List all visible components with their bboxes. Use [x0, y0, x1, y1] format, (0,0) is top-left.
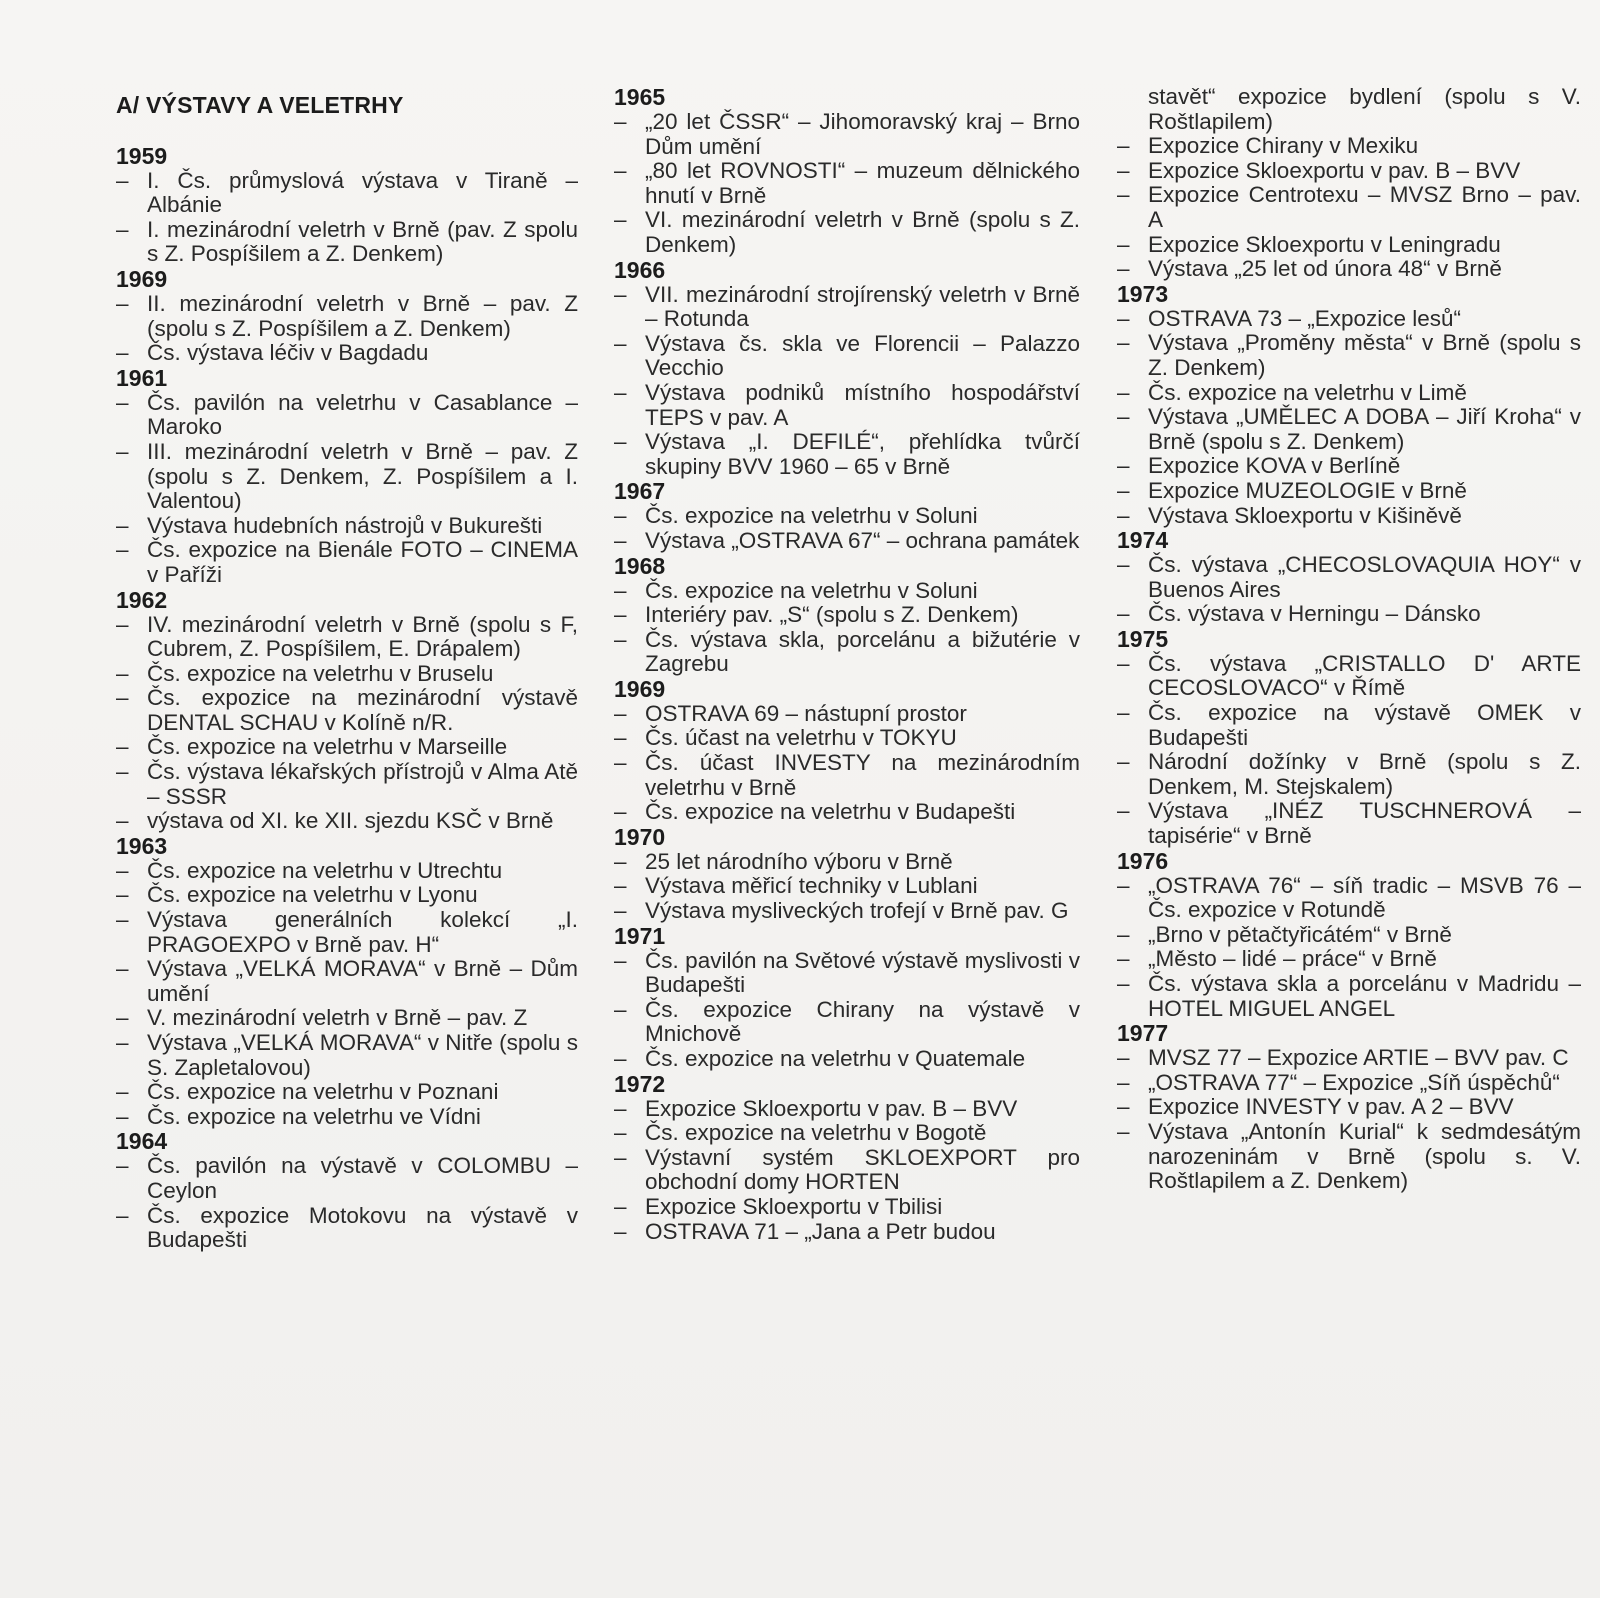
list-item-text: Výstava „INÉZ TUSCHNEROVÁ – tapisérie“ v Brně	[1148, 798, 1581, 849]
list-item	[116, 1006, 578, 1031]
dash-marker: –	[614, 898, 627, 924]
dash-marker: –	[614, 1120, 627, 1146]
list-item	[116, 883, 578, 908]
dash-marker: –	[1117, 231, 1130, 257]
list-item-text: Výstava Skloexportu v Kišiněvě	[1148, 502, 1462, 528]
list-item-text: VI. mezinárodní veletrh v Brně (spolu s Z. Denkem)	[645, 207, 1080, 257]
list-item	[1117, 454, 1581, 479]
year-heading: 1965	[614, 84, 666, 110]
list-item	[116, 613, 578, 662]
list-item	[116, 218, 578, 267]
list-item	[614, 110, 1080, 159]
list-item	[614, 381, 1080, 430]
list-item	[116, 1080, 578, 1105]
list-item-text: „Brno v pětačtyřicátém“ v Brně	[1148, 921, 1452, 947]
list-item	[614, 579, 1080, 604]
dash-marker: –	[1117, 157, 1130, 183]
year-block	[116, 588, 578, 834]
list-item-text: Čs. výstava skla a porcelánu v Madridu – HOTEL MIGUEL ANGEL	[1148, 971, 1581, 1021]
year-block	[614, 479, 1080, 553]
list-item-text: Expozice Chirany v Mexiku	[1148, 133, 1419, 159]
dash-marker: –	[116, 1153, 129, 1179]
list-item	[614, 726, 1080, 751]
dash-marker: –	[1117, 921, 1130, 947]
list-item	[116, 514, 578, 539]
year-block	[1117, 627, 1581, 849]
dash-marker: –	[116, 882, 129, 908]
list-item	[116, 1105, 578, 1130]
dash-marker: –	[1117, 946, 1130, 972]
dash-marker: –	[614, 873, 627, 899]
year-heading: 1973	[1117, 280, 1169, 307]
dash-marker: –	[614, 602, 627, 628]
list-item	[1117, 307, 1581, 332]
list-item	[1117, 972, 1581, 1021]
list-item-text: „20 let ČSSR“ – Jihomoravský kraj – Brno Dům umění	[645, 109, 1080, 159]
column-1	[116, 85, 578, 1253]
list-item-text: OSTRAVA 69 – nástupní prostor	[645, 700, 967, 726]
dash-marker: –	[1117, 1045, 1130, 1071]
list-item	[614, 998, 1080, 1047]
year-heading: 1974	[1117, 527, 1169, 554]
dash-marker: –	[614, 848, 627, 874]
dash-marker: –	[1117, 650, 1130, 676]
year-block	[614, 85, 1080, 258]
list-item	[1117, 134, 1581, 159]
dash-marker: –	[116, 907, 129, 933]
dash-marker: –	[614, 750, 627, 776]
list-item-text: Výstava podniků místního hospodářství TEPS v pav. A	[645, 379, 1080, 430]
year-heading: 1970	[614, 823, 666, 850]
list-item	[116, 1204, 578, 1253]
list-item-text: Čs. expozice Chirany na výstavě v Mnichově	[645, 996, 1080, 1047]
dash-marker: –	[116, 290, 129, 316]
dash-marker: –	[614, 1046, 627, 1071]
dash-marker: –	[614, 281, 627, 307]
list-item	[614, 1121, 1080, 1146]
list-item-text: Čs. pavilón na výstavě v COLOMBU – Ceylon	[147, 1153, 578, 1203]
list-item-text: OSTRAVA 71 – „Jana a Petr budou	[645, 1218, 996, 1244]
list-item	[614, 159, 1080, 208]
dash-marker: –	[116, 216, 129, 242]
column-3-lead-items	[1117, 134, 1581, 282]
list-item-text: V. mezinárodní veletrh v Brně – pav. Z	[147, 1005, 528, 1031]
column-2-blocks	[614, 85, 1080, 1244]
list-item-text: Čs. výstava „CRISTALLO D' ARTE CECOSLOVACO“ v Římě	[1148, 650, 1581, 701]
list-item	[614, 1097, 1080, 1122]
dash-marker: –	[116, 759, 129, 785]
dash-marker: –	[116, 611, 129, 637]
list-item-text: Čs. výstava v Herningu – Dánsko	[1148, 601, 1481, 627]
dash-marker: –	[614, 109, 627, 134]
list-item	[1117, 602, 1581, 627]
year-block	[614, 924, 1080, 1072]
list-item	[1117, 923, 1581, 948]
list-item	[614, 504, 1080, 529]
list-item	[614, 1146, 1080, 1195]
list-item	[614, 208, 1080, 257]
list-item	[116, 391, 578, 440]
dash-marker: –	[1117, 971, 1130, 996]
year-heading: 1969	[116, 265, 168, 292]
list-item-text: OSTRAVA 73 – „Expozice lesů“	[1148, 305, 1462, 331]
dash-marker: –	[1117, 182, 1130, 208]
list-item-text: I. Čs. průmyslová výstava v Tiraně – Albánie	[147, 167, 578, 218]
dash-marker: –	[614, 503, 627, 529]
list-item-text: Expozice KOVA v Berlíně	[1148, 453, 1401, 479]
list-item-text: Čs. výstava skla, porcelánu a bižutérie v Zagrebu	[645, 626, 1080, 677]
list-item-text: Expozice Skloexportu v Tbilisi	[645, 1193, 943, 1219]
list-item	[116, 735, 578, 760]
list-item	[1117, 1120, 1581, 1194]
list-item-text: Výstava „I. DEFILÉ“, přehlídka tvůrčí skupiny BVV 1960 – 65 v Brně	[645, 429, 1080, 479]
dash-marker: –	[614, 207, 627, 233]
list-item	[116, 1031, 578, 1080]
list-item-text: Expozice Skloexportu v pav. B – BVV	[1148, 157, 1521, 183]
list-item-text: Výstava „Proměny města“ v Brně (spolu s Z. Denkem)	[1148, 330, 1581, 380]
dash-marker: –	[1117, 133, 1130, 159]
dash-marker: –	[1117, 601, 1130, 627]
list-item-text: Čs. expozice na veletrhu v Bogotě	[645, 1120, 987, 1146]
list-item-text: I. mezinárodní veletrh v Brně (pav. Z spolu s Z. Pospíšilem a Z. Denkem)	[147, 216, 578, 267]
list-item-text: Čs. účast INVESTY na mezinárodním veletrhu v Brně	[645, 750, 1080, 800]
list-item	[614, 332, 1080, 381]
dash-marker: –	[116, 1103, 129, 1129]
dash-marker: –	[116, 167, 129, 193]
list-item-text: II. mezinárodní veletrh v Brně – pav. Z (spolu s Z. Pospíšilem a Z. Denkem)	[147, 290, 578, 341]
list-item-text: „Město – lidé – práce“ v Brně	[1148, 946, 1437, 972]
column-3	[1117, 85, 1581, 1194]
dash-marker: –	[1117, 379, 1130, 405]
dash-marker: –	[614, 1095, 627, 1121]
list-item	[116, 538, 578, 587]
year-heading: 1961	[116, 364, 168, 391]
list-item	[1117, 479, 1581, 504]
dash-marker: –	[1117, 552, 1130, 578]
list-item-text: VII. mezinárodní strojírenský veletrh v Brně – Rotunda	[645, 281, 1080, 332]
list-item-text: 25 let národního výboru v Brně	[645, 848, 953, 874]
list-item-text: Výstava „25 let od února 48“ v Brně	[1148, 256, 1502, 282]
year-block	[614, 258, 1080, 480]
dash-marker: –	[1117, 749, 1130, 775]
dash-marker: –	[1117, 700, 1130, 726]
list-item-text: Výstavní systém SKLOEXPORT pro obchodní domy HORTEN	[645, 1144, 1080, 1195]
list-item-text: MVSZ 77 – Expozice ARTIE – BVV pav. C	[1148, 1045, 1569, 1071]
list-item	[614, 850, 1080, 875]
dash-marker: –	[1117, 798, 1130, 824]
list-item-text: Čs. expozice na veletrhu v Poznani	[147, 1079, 499, 1105]
dash-marker: –	[614, 700, 627, 726]
list-item-text: „OSTRAVA 76“ – síň tradic – MSVB 76 – Čs. expozice v Rotundě	[1148, 872, 1581, 923]
column-3-blocks	[1117, 282, 1581, 1194]
list-item	[614, 529, 1080, 554]
list-item-text: Výstava „Antonín Kurial“ k sedmdesátým narozeninám v Brně (spolu s. V. Roštlapilem a Z. Denkem)	[1148, 1118, 1581, 1194]
dash-marker: –	[116, 1030, 129, 1055]
list-item-text: Čs. expozice na Bienále FOTO – CINEMA v Paříži	[147, 537, 578, 587]
dash-marker: –	[614, 429, 627, 455]
dash-marker: –	[116, 808, 129, 834]
list-item	[614, 702, 1080, 727]
list-item-text: Výstava mysliveckých trofejí v Brně pav. G	[645, 898, 1069, 924]
year-heading: 1976	[1117, 847, 1169, 874]
list-item-text: Čs. expozice na veletrhu v Limě	[1148, 379, 1467, 405]
list-item	[614, 949, 1080, 998]
dash-marker: –	[116, 512, 129, 538]
list-item-text: Čs. expozice na veletrhu v Quatemale	[645, 1046, 1026, 1071]
dash-marker: –	[1117, 305, 1130, 331]
list-item-text: Čs. expozice na veletrhu v Marseille	[147, 734, 508, 760]
list-item-text: Expozice Skloexportu v Leningradu	[1148, 231, 1501, 257]
dash-marker: –	[614, 947, 627, 973]
list-item-text: výstava od XI. ke XII. sjezdu KSČ v Brně	[147, 808, 554, 834]
list-item-text: Výstava generálních kolekcí „I. PRAGOEXPO v Brně pav. H“	[147, 907, 578, 957]
year-heading: 1964	[116, 1128, 168, 1155]
list-item-text: Čs. výstava „CHECOSLOVAQUIA HOY“ v Buenos Aires	[1148, 552, 1581, 602]
list-item	[116, 760, 578, 809]
year-block	[1117, 1021, 1581, 1194]
dash-marker: –	[614, 1218, 627, 1244]
year-block	[614, 677, 1080, 825]
list-item-text: Čs. expozice na veletrhu v Utrechtu	[147, 857, 503, 883]
dash-marker: –	[614, 799, 627, 825]
dash-marker: –	[1117, 404, 1130, 430]
list-item	[614, 874, 1080, 899]
dash-marker: –	[116, 734, 129, 760]
list-item	[116, 662, 578, 687]
list-item	[1117, 233, 1581, 258]
year-heading: 1969	[614, 675, 666, 702]
list-item-text: Výstava „UMĚLEC A DOBA – Jiří Kroha“ v Brně (spolu s Z. Denkem)	[1148, 404, 1581, 454]
dash-marker: –	[116, 956, 129, 982]
year-block	[116, 1129, 578, 1252]
year-block	[116, 366, 578, 588]
list-item	[614, 628, 1080, 677]
list-item-text: Výstava měřicí techniky v Lublani	[645, 873, 978, 899]
list-item	[116, 169, 578, 218]
list-item-text: Čs. expozice na veletrhu v Bruselu	[147, 660, 494, 686]
list-item	[614, 1047, 1080, 1072]
dash-marker: –	[116, 857, 129, 883]
year-heading: 1972	[614, 1070, 666, 1097]
list-item	[1117, 652, 1581, 701]
list-item	[1117, 1095, 1581, 1120]
dash-marker: –	[614, 725, 627, 751]
dash-marker: –	[1117, 1094, 1130, 1120]
dash-marker: –	[614, 379, 627, 405]
dash-marker: –	[116, 537, 129, 563]
list-item	[116, 292, 578, 341]
dash-marker: –	[1117, 502, 1130, 528]
list-item-text: Čs. expozice na výstavě OMEK v Budapešti	[1148, 700, 1581, 750]
continued-entry-text: stavět“ expozice bydlení (spolu s V. Roštlapilem)	[1148, 84, 1581, 134]
list-item-text: Výstava „VELKÁ MORAVA“ v Nitře (spolu s S. Zapletalovou)	[147, 1030, 578, 1080]
list-item	[614, 1195, 1080, 1220]
list-item-text: Čs. expozice na veletrhu v Lyonu	[147, 882, 478, 908]
list-item-text: Výstava čs. skla ve Florencii – Palazzo Vecchio	[645, 330, 1080, 381]
year-block	[116, 267, 578, 366]
dash-marker: –	[614, 158, 627, 184]
list-item	[1117, 1046, 1581, 1071]
year-heading: 1971	[614, 922, 666, 949]
list-item-text: Výstava „OSTRAVA 67“ – ochrana památek	[645, 527, 1080, 553]
list-item	[1117, 331, 1581, 380]
year-heading: 1968	[614, 552, 666, 579]
list-item	[1117, 1071, 1581, 1096]
list-item	[116, 809, 578, 834]
list-item	[1117, 947, 1581, 972]
dash-marker: –	[1117, 872, 1130, 898]
list-item-text: Národní dožínky v Brně (spolu s Z. Denkem, M. Stejskalem)	[1148, 749, 1581, 799]
list-item	[116, 440, 578, 514]
list-item	[116, 686, 578, 735]
list-item-text: Výstava „VELKÁ MORAVA“ v Brně – Dům umění	[147, 956, 578, 1006]
list-item	[1117, 504, 1581, 529]
year-heading: 1962	[116, 586, 168, 613]
list-item	[116, 341, 578, 366]
list-item-text: Čs. pavilón na veletrhu v Casablance – Maroko	[147, 389, 578, 440]
list-item-text: „OSTRAVA 77“ – Expozice „Síň úspěchů“	[1148, 1069, 1560, 1095]
dash-marker: –	[116, 685, 129, 711]
dash-marker: –	[1117, 477, 1130, 503]
list-item	[116, 957, 578, 1006]
dash-marker: –	[116, 1005, 129, 1031]
year-block	[1117, 849, 1581, 1022]
list-item-text: Čs. expozice na veletrhu v Budapešti	[645, 799, 1016, 825]
dash-marker: –	[1117, 256, 1130, 282]
year-heading: 1967	[614, 478, 666, 505]
list-item	[614, 430, 1080, 479]
list-item	[614, 603, 1080, 628]
list-item	[614, 800, 1080, 825]
list-item-text: IV. mezinárodní veletrh v Brně (spolu s F, Cubrem, Z. Pospíšilem, E. Drápalem)	[147, 611, 578, 662]
dash-marker: –	[116, 660, 129, 686]
list-item-text: Čs. účast na veletrhu v TOKYU	[645, 725, 957, 751]
dash-marker: –	[116, 1079, 129, 1105]
list-item	[614, 899, 1080, 924]
year-heading: 1959	[116, 142, 168, 169]
dash-marker: –	[116, 340, 129, 366]
list-item-text: Čs. pavilón na Světové výstavě myslivosti v Budapešti	[645, 947, 1080, 998]
year-heading: 1966	[614, 256, 666, 283]
list-item-text: III. mezinárodní veletrh v Brně – pav. Z (spolu s Z. Denkem, Z. Pospíšilem a I. Valentou)	[147, 438, 578, 514]
list-item-text: Interiéry pav. „S“ (spolu s Z. Denkem)	[645, 602, 1019, 628]
list-item-text: Expozice Centrotexu – MVSZ Brno – pav. A	[1148, 182, 1581, 232]
continued-entry	[1117, 85, 1581, 134]
list-item-text: Čs. expozice na mezinárodní výstavě DENTAL SCHAU v Kolíně n/R.	[147, 685, 578, 735]
list-item	[614, 283, 1080, 332]
list-item-text: „80 let ROVNOSTI“ – muzeum dělnického hnutí v Brně	[645, 158, 1080, 208]
dash-marker: –	[614, 1144, 627, 1170]
list-item	[1117, 553, 1581, 602]
list-item-text: Expozice MUZEOLOGIE v Brně	[1148, 477, 1467, 503]
year-heading: 1975	[1117, 625, 1169, 652]
dash-marker: –	[1117, 1069, 1130, 1095]
year-block	[116, 144, 578, 267]
dash-marker: –	[116, 1202, 129, 1228]
list-item-text: Čs. expozice na veletrhu v Soluni	[645, 577, 978, 603]
dash-marker: –	[1117, 453, 1130, 479]
dash-marker: –	[614, 996, 627, 1022]
year-block	[1117, 282, 1581, 528]
list-item	[1117, 405, 1581, 454]
list-item-text: Čs. výstava léčiv v Bagdadu	[147, 340, 429, 366]
list-item	[1117, 183, 1581, 232]
column-2	[614, 85, 1080, 1244]
section-title: A/ VÝSTAVY A VELETRHY	[116, 92, 404, 118]
list-item	[116, 908, 578, 957]
dash-marker: –	[614, 1193, 627, 1219]
list-item	[1117, 381, 1581, 406]
dash-marker: –	[614, 577, 627, 603]
column-1-blocks	[116, 144, 578, 1253]
year-heading: 1963	[116, 832, 168, 859]
dash-marker: –	[116, 389, 129, 415]
year-block	[614, 554, 1080, 677]
list-item	[1117, 159, 1581, 184]
dash-marker: –	[116, 438, 129, 464]
list-item-text: Čs. expozice Motokovu na výstavě v Budapešti	[147, 1202, 578, 1253]
year-block	[116, 834, 578, 1130]
list-item	[1117, 701, 1581, 750]
year-block	[614, 1072, 1080, 1245]
list-item	[116, 1154, 578, 1203]
list-item-text: Expozice INVESTY v pav. A 2 – BVV	[1148, 1094, 1514, 1120]
year-heading: 1977	[1117, 1020, 1169, 1047]
list-item	[1117, 799, 1581, 848]
list-item-text: Čs. expozice na veletrhu ve Vídni	[147, 1103, 481, 1129]
list-item-text: Výstava hudebních nástrojů v Bukurešti	[147, 512, 543, 538]
list-item	[1117, 750, 1581, 799]
dash-marker: –	[614, 527, 627, 553]
year-block	[614, 825, 1080, 924]
list-item	[1117, 257, 1581, 282]
dash-marker: –	[614, 330, 627, 356]
list-item-text: Čs. výstava lékařských přístrojů v Alma Atě – SSSR	[147, 759, 578, 809]
list-item	[614, 751, 1080, 800]
list-item	[1117, 874, 1581, 923]
dash-marker: –	[614, 626, 627, 652]
dash-marker: –	[1117, 1118, 1130, 1144]
list-item	[614, 1220, 1080, 1245]
list-item-text: Expozice Skloexportu v pav. B – BVV	[645, 1095, 1018, 1121]
year-block	[1117, 528, 1581, 627]
list-item-text: Čs. expozice na veletrhu v Soluni	[645, 503, 978, 529]
list-item	[116, 859, 578, 884]
dash-marker: –	[1117, 330, 1130, 356]
